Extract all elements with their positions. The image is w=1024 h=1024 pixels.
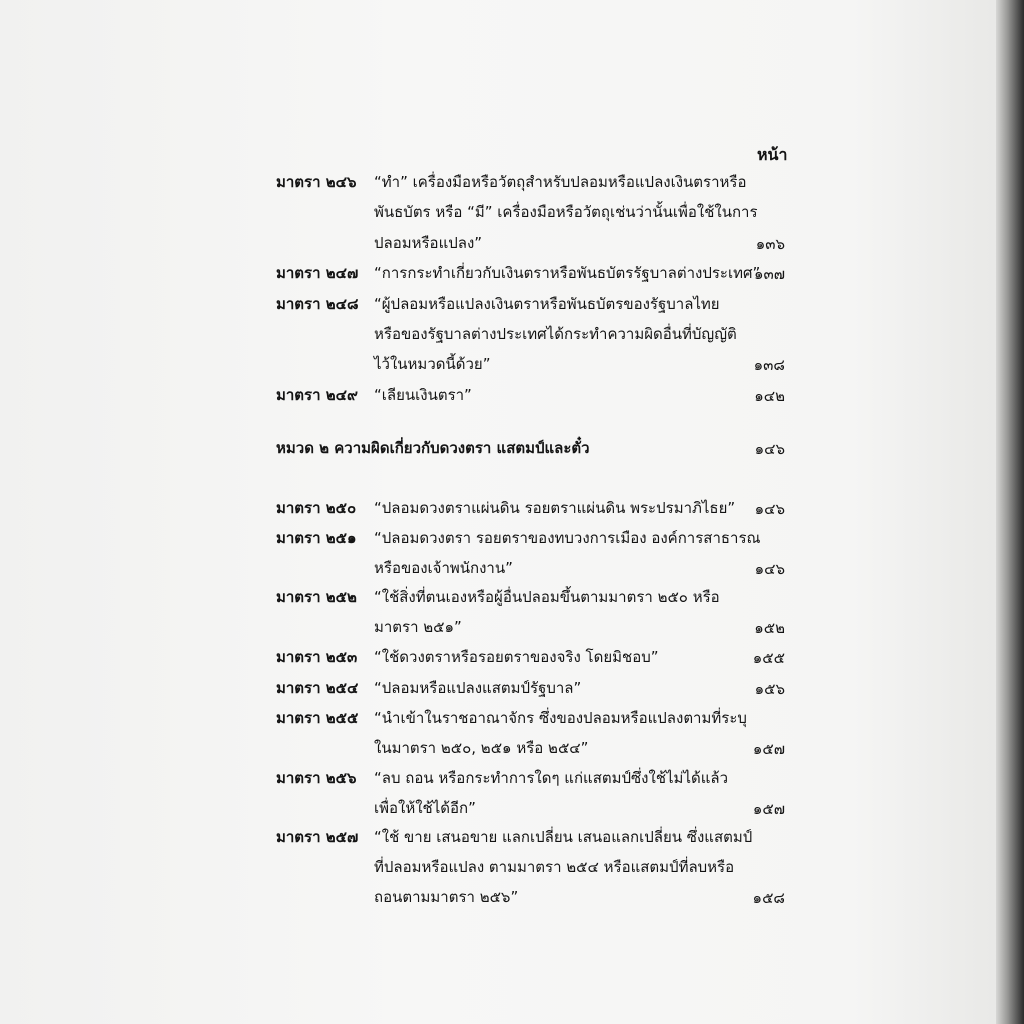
page-number: ๑๓๗ [753, 265, 785, 283]
entry-text-line: เพื่อให้ใช้ได้อีก” [374, 799, 476, 817]
page-number: ๑๕๖ [754, 680, 785, 698]
page-edge-shadow [996, 0, 1024, 1024]
section-label: มาตรา ๒๔๗ [276, 264, 359, 282]
page-number: ๑๕๗ [752, 740, 785, 758]
entry-text-line: “ทำ” เครื่องมือหรือวัตถุสำหรับปลอมหรือแปลงเงินตราหรือ [374, 173, 747, 191]
entry-text-line: ปลอมหรือแปลง” [374, 234, 483, 252]
page-number: ๑๔๖ [754, 500, 785, 518]
section-label: มาตรา ๒๔๙ [276, 386, 358, 404]
entry-text-line: “ใช้ ขาย เสนอขาย แลกเปลี่ยน เสนอแลกเปลี่ยน ซึ่งแสตมป์ [374, 828, 753, 846]
entry-text-line: ที่ปลอมหรือแปลง ตามมาตรา ๒๕๔ หรือแสตมป์ที่ลบหรือ [374, 858, 735, 876]
entry-text-line: “ปลอมหรือแปลงแสตมป์รัฐบาล” [374, 679, 582, 697]
page-number: ๑๕๒ [754, 619, 785, 637]
entry-text-line: มาตรา ๒๕๑” [374, 618, 462, 636]
section-label: มาตรา ๒๔๘ [276, 295, 359, 313]
entry-text-line: พันธบัตร หรือ “มี” เครื่องมือหรือวัตถุเช่นว่านั้นเพื่อใช้ในการ [374, 203, 758, 221]
entry-text-line: “ใช้สิ่งที่ตนเองหรือผู้อื่นปลอมขึ้นตามมาตรา ๒๕๐ หรือ [374, 588, 720, 606]
entry-text-line: “การกระทำเกี่ยวกับเงินตราหรือพันธบัตรรัฐบาลต่างประเทศ” [374, 264, 761, 282]
section-label: มาตรา ๒๕๓ [276, 648, 358, 666]
page-number: ๑๕๕ [752, 649, 785, 667]
page-number: ๑๕๘ [752, 889, 785, 907]
section-label: มาตรา ๒๕๔ [276, 679, 359, 697]
page-column-heading: หน้า [757, 145, 788, 164]
section-label: มาตรา ๒๕๑ [276, 529, 357, 547]
entry-text-line: “เลียนเงินตรา” [374, 386, 472, 404]
section-label: มาตรา ๒๕๕ [276, 709, 359, 727]
page-number: ๑๔๒ [754, 387, 785, 405]
section-label: มาตรา ๒๕๒ [276, 588, 357, 606]
section-label: มาตรา ๒๔๖ [276, 173, 357, 191]
page-number: ๑๕๗ [752, 800, 785, 818]
entry-text-line: ไว้ในหมวดนี้ด้วย” [374, 355, 491, 373]
entry-text-line: “ใช้ดวงตราหรือรอยตราของจริง โดยมิชอบ” [374, 648, 659, 666]
section-label: มาตรา ๒๕๐ [276, 499, 357, 517]
entry-text-line: “ผู้ปลอมหรือแปลงเงินตราหรือพันธบัตรของรัฐบาลไทย [374, 295, 720, 313]
entry-text-line: หรือของรัฐบาลต่างประเทศได้กระทำความผิดอื่นที่บัญญัติ [374, 325, 737, 343]
entry-text-line: หรือของเจ้าพนักงาน” [374, 559, 513, 577]
page-number: ๑๔๖ [754, 560, 785, 578]
section-label: มาตรา ๒๕๖ [276, 769, 357, 787]
entry-text-line: ถอนตามมาตรา ๒๕๖” [374, 888, 519, 906]
section-label: มาตรา ๒๕๗ [276, 828, 359, 846]
entry-text-line: “ลบ ถอน หรือกระทำการใดๆ แก่แสตมป์ซึ่งใช้ไม่ได้แล้ว [374, 769, 729, 787]
chapter-heading: หมวด ๒ ความผิดเกี่ยวกับดวงตรา แสตมป์และตั๋ว [276, 439, 590, 457]
entry-text-line: “ปลอมดวงตราแผ่นดิน รอยตราแผ่นดิน พระปรมาภิไธย” [374, 499, 736, 517]
entry-text-line: “ปลอมดวงตรา รอยตราของทบวงการเมือง องค์การสาธารณ [374, 529, 761, 547]
entry-text-line: “นำเข้าในราชอาณาจักร ซึ่งของปลอมหรือแปลงตามที่ระบุ [374, 709, 747, 727]
page-number: ๑๓๖ [755, 235, 785, 253]
chapter-page-number: ๑๔๖ [754, 440, 785, 458]
entry-text-line: ในมาตรา ๒๕๐, ๒๕๑ หรือ ๒๕๔” [374, 739, 589, 757]
page-number: ๑๓๘ [753, 356, 785, 374]
